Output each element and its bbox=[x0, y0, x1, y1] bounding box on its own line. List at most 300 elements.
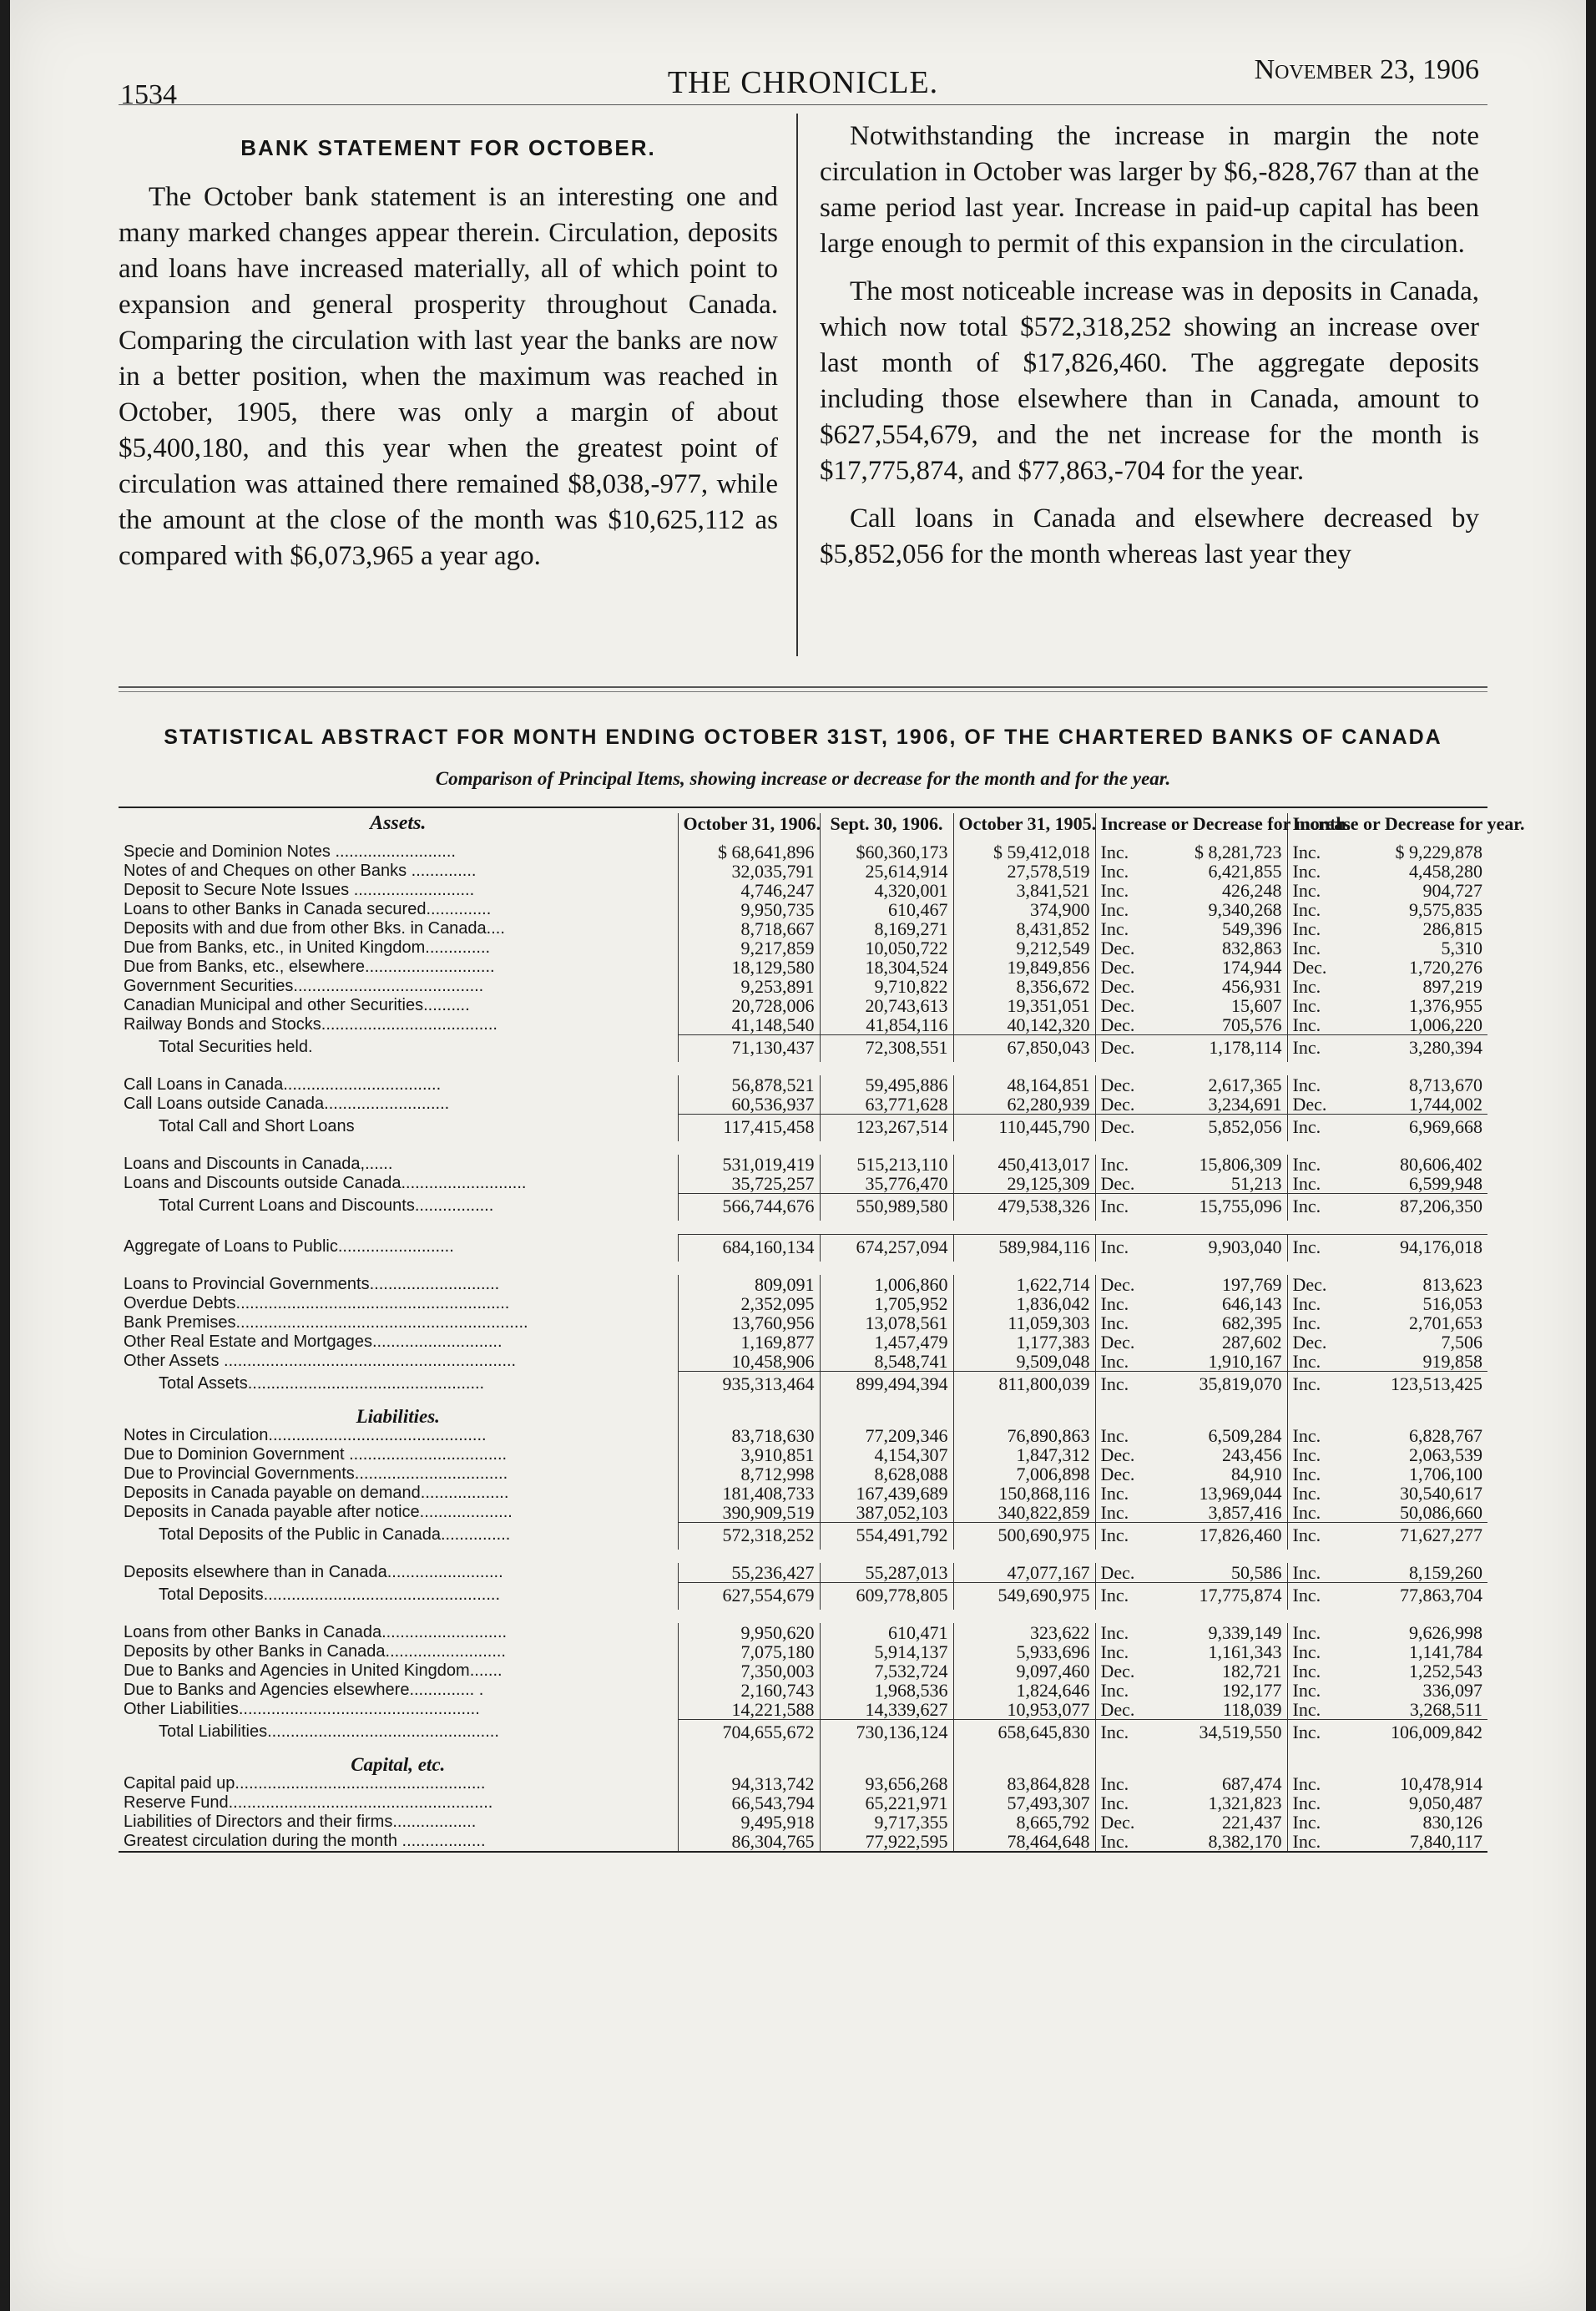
article-paragraph: The October bank statement is an interesting one and many marked changes appear therein. Circulation, deposits and loans have increased materially, all of which point to expansion and general prosperity throughout Canada. Comparing the circulation with last year the banks are now in a better position, when the maximum was reached in October, 1905, there was only a margin of about $5,400,180, and this year when the greatest point of circulation was attained there remained $8,038,-977, while the amount at the close of the month was $10,625,112 as compared with $6,073,965 a year ago. bbox=[119, 182, 778, 571]
year-change-amount: 904,727 bbox=[1422, 880, 1482, 901]
value-oct-1905: 1,836,042 bbox=[953, 1294, 1095, 1313]
row-label: Aggregate of Loans to Public......................... bbox=[124, 1236, 454, 1256]
month-change-direction: Dec. bbox=[1100, 1562, 1135, 1583]
row-label: Total Call and Short Loans bbox=[159, 1116, 355, 1135]
header-sep-1906: Sept. 30, 1906. bbox=[820, 813, 953, 842]
month-change-cell bbox=[1095, 1313, 1287, 1332]
row-label: Total Liabilities.................................................. bbox=[159, 1722, 499, 1741]
year-change-amount: 106,009,842 bbox=[1391, 1722, 1482, 1742]
table-row bbox=[119, 996, 1487, 1015]
value-oct-1906: 2,352,095 bbox=[678, 1294, 820, 1313]
value-oct-1905: 658,645,830 bbox=[953, 1720, 1095, 1747]
month-change-direction: Dec. bbox=[1100, 1116, 1135, 1137]
value-oct-1905: 1,177,383 bbox=[953, 1332, 1095, 1352]
value-sep-1906: 4,154,307 bbox=[820, 1445, 953, 1464]
month-change-amount: 1,321,823 bbox=[1208, 1793, 1282, 1813]
table-row bbox=[119, 881, 1487, 900]
year-change-direction: Inc. bbox=[1292, 1037, 1321, 1058]
month-change-cell bbox=[1095, 1332, 1287, 1352]
value-oct-1906: $ 68,641,896 bbox=[678, 842, 820, 862]
month-change-cell bbox=[1095, 1426, 1287, 1445]
empty-cell bbox=[1287, 1398, 1487, 1426]
month-change-amount: 174,944 bbox=[1222, 957, 1282, 978]
month-change-cell bbox=[1095, 1681, 1287, 1700]
year-change-direction: Inc. bbox=[1292, 1373, 1321, 1394]
year-change-cell bbox=[1287, 1661, 1487, 1681]
month-change-direction: Dec. bbox=[1100, 1332, 1135, 1353]
month-change-direction: Inc. bbox=[1100, 1425, 1129, 1446]
value-oct-1905: 62,280,939 bbox=[953, 1095, 1095, 1115]
month-change-cell bbox=[1095, 996, 1287, 1015]
year-change-cell bbox=[1287, 1793, 1487, 1813]
year-change-cell bbox=[1287, 1523, 1487, 1550]
row-label: Bank Premises............................................................... bbox=[124, 1313, 528, 1332]
table-row bbox=[119, 1661, 1487, 1681]
value-oct-1905: 3,841,521 bbox=[953, 881, 1095, 900]
value-oct-1905: 9,097,460 bbox=[953, 1661, 1095, 1681]
month-change-cell bbox=[1095, 1464, 1287, 1484]
abstract-subtitle: Comparison of Principal Items, showing increase or decrease for the month and for the year. bbox=[435, 768, 1171, 789]
value-sep-1906: 77,922,595 bbox=[820, 1832, 953, 1852]
table-row bbox=[119, 1700, 1487, 1720]
year-change-direction: Inc. bbox=[1292, 1425, 1321, 1446]
year-change-amount: 1,720,276 bbox=[1409, 957, 1482, 978]
value-oct-1906: 14,221,588 bbox=[678, 1700, 820, 1720]
year-change-amount: 4,458,280 bbox=[1409, 861, 1482, 882]
month-change-direction: Dec. bbox=[1100, 1464, 1135, 1484]
value-oct-1905: 83,864,828 bbox=[953, 1774, 1095, 1793]
year-change-cell bbox=[1287, 996, 1487, 1015]
month-change-amount: 6,509,284 bbox=[1208, 1425, 1282, 1446]
value-oct-1906: 18,129,580 bbox=[678, 958, 820, 977]
year-change-direction: Dec. bbox=[1292, 1332, 1327, 1353]
year-change-direction: Inc. bbox=[1292, 1464, 1321, 1484]
month-change-direction: Dec. bbox=[1100, 1661, 1135, 1681]
month-change-direction: Dec. bbox=[1100, 1444, 1135, 1465]
value-sep-1906: 8,628,088 bbox=[820, 1464, 953, 1484]
year-change-amount: 919,858 bbox=[1422, 1351, 1482, 1372]
value-oct-1905: 40,142,320 bbox=[953, 1015, 1095, 1035]
table-row bbox=[119, 938, 1487, 958]
year-change-amount: 8,159,260 bbox=[1409, 1562, 1482, 1583]
year-change-cell bbox=[1287, 1275, 1487, 1294]
table-row bbox=[119, 1642, 1487, 1661]
value-sep-1906: 554,491,792 bbox=[820, 1523, 953, 1550]
table-row bbox=[119, 1075, 1487, 1095]
value-oct-1906: 2,160,743 bbox=[678, 1681, 820, 1700]
spacer-row bbox=[119, 1550, 1487, 1563]
year-change-amount: 7,506 bbox=[1441, 1332, 1482, 1353]
value-oct-1906: 7,350,003 bbox=[678, 1661, 820, 1681]
year-change-cell bbox=[1287, 1774, 1487, 1793]
year-change-direction: Inc. bbox=[1292, 1812, 1321, 1833]
year-change-cell bbox=[1287, 1174, 1487, 1194]
month-change-direction: Dec. bbox=[1100, 1094, 1135, 1115]
article-left-column bbox=[119, 114, 778, 574]
year-change-cell bbox=[1287, 1813, 1487, 1832]
month-change-direction: Inc. bbox=[1100, 880, 1129, 901]
table-row bbox=[119, 1194, 1487, 1221]
value-sep-1906: 387,052,103 bbox=[820, 1503, 953, 1523]
year-change-direction: Inc. bbox=[1292, 1293, 1321, 1314]
month-change-amount: 6,421,855 bbox=[1208, 861, 1282, 882]
year-change-cell bbox=[1287, 862, 1487, 881]
table-row bbox=[119, 1313, 1487, 1332]
header-oct-1906: October 31, 1906. bbox=[678, 813, 820, 842]
month-change-direction: Inc. bbox=[1100, 1793, 1129, 1813]
month-change-cell bbox=[1095, 1793, 1287, 1813]
table-body bbox=[119, 842, 1487, 1852]
value-oct-1905: 11,059,303 bbox=[953, 1313, 1095, 1332]
year-change-amount: 71,627,277 bbox=[1400, 1525, 1482, 1545]
month-change-cell bbox=[1095, 1155, 1287, 1174]
value-oct-1906: 684,160,134 bbox=[678, 1235, 820, 1262]
table-row bbox=[119, 977, 1487, 996]
value-oct-1905: 549,690,975 bbox=[953, 1583, 1095, 1611]
table-header-row bbox=[119, 813, 1487, 842]
row-label: Deposits with and due from other Bks. in Canada.... bbox=[124, 919, 505, 938]
year-change-cell bbox=[1287, 1503, 1487, 1523]
year-change-amount: 7,840,117 bbox=[1409, 1831, 1482, 1852]
value-sep-1906: 674,257,094 bbox=[820, 1235, 953, 1262]
row-label: Deposit to Secure Note Issues .......................... bbox=[124, 881, 475, 899]
value-oct-1906: 117,415,458 bbox=[678, 1115, 820, 1142]
empty-cell bbox=[678, 1747, 820, 1774]
month-change-direction: Inc. bbox=[1100, 1351, 1129, 1372]
month-change-amount: 1,178,114 bbox=[1209, 1037, 1282, 1058]
row-label: Capital paid up...................................................... bbox=[124, 1774, 486, 1793]
table-row bbox=[119, 1372, 1487, 1399]
year-change-cell bbox=[1287, 900, 1487, 919]
month-change-cell bbox=[1095, 1623, 1287, 1642]
value-oct-1906: 8,712,998 bbox=[678, 1464, 820, 1484]
month-change-direction: Dec. bbox=[1100, 976, 1135, 997]
value-oct-1905: 76,890,863 bbox=[953, 1426, 1095, 1445]
table-row bbox=[119, 1095, 1487, 1115]
value-oct-1906: 3,910,851 bbox=[678, 1445, 820, 1464]
year-change-amount: 6,599,948 bbox=[1409, 1173, 1482, 1194]
month-change-cell bbox=[1095, 1642, 1287, 1661]
value-sep-1906: 5,914,137 bbox=[820, 1642, 953, 1661]
year-change-direction: Inc. bbox=[1292, 918, 1321, 939]
value-sep-1906: 610,471 bbox=[820, 1623, 953, 1642]
month-change-amount: 8,382,170 bbox=[1208, 1831, 1282, 1852]
value-sep-1906: 7,532,724 bbox=[820, 1661, 953, 1681]
value-oct-1905: 67,850,043 bbox=[953, 1035, 1095, 1063]
value-oct-1905: 78,464,648 bbox=[953, 1832, 1095, 1852]
row-label: Notes in Circulation............................................... bbox=[124, 1426, 487, 1444]
article-paragraph: Call loans in Canada and elsewhere decreased by $5,852,056 for the month whereas last year they bbox=[820, 503, 1479, 569]
row-label: Canadian Municipal and other Securities.......... bbox=[124, 996, 470, 1014]
table-row bbox=[119, 1793, 1487, 1813]
value-oct-1906: 4,746,247 bbox=[678, 881, 820, 900]
table-row bbox=[119, 1426, 1487, 1445]
section-title: Capital, etc. bbox=[351, 1754, 446, 1775]
page-number: 1534 bbox=[120, 79, 177, 110]
year-change-cell bbox=[1287, 938, 1487, 958]
month-change-amount: 646,143 bbox=[1222, 1293, 1282, 1314]
year-change-amount: 9,626,998 bbox=[1409, 1622, 1482, 1643]
month-change-amount: 5,852,056 bbox=[1208, 1116, 1282, 1137]
row-label: Due from Banks, etc., elsewhere............................ bbox=[124, 958, 495, 976]
row-label: Due to Dominion Government .................................. bbox=[124, 1445, 508, 1464]
table-row bbox=[119, 1583, 1487, 1611]
year-change-direction: Inc. bbox=[1292, 1444, 1321, 1465]
value-oct-1906: 9,217,859 bbox=[678, 938, 820, 958]
value-sep-1906: 13,078,561 bbox=[820, 1313, 953, 1332]
value-oct-1905: 110,445,790 bbox=[953, 1115, 1095, 1142]
value-oct-1906: 20,728,006 bbox=[678, 996, 820, 1015]
row-label: Total Deposits................................................... bbox=[159, 1585, 501, 1604]
month-change-cell bbox=[1095, 1661, 1287, 1681]
year-change-amount: 286,815 bbox=[1422, 918, 1482, 939]
month-change-amount: 35,819,070 bbox=[1199, 1373, 1282, 1394]
year-change-cell bbox=[1287, 977, 1487, 996]
table-row bbox=[119, 1623, 1487, 1642]
year-change-direction: Inc. bbox=[1292, 1154, 1321, 1175]
table-row bbox=[119, 958, 1487, 977]
month-change-direction: Inc. bbox=[1100, 1722, 1129, 1742]
value-sep-1906: 609,778,805 bbox=[820, 1583, 953, 1611]
value-sep-1906: 55,287,013 bbox=[820, 1563, 953, 1583]
month-change-amount: 682,395 bbox=[1222, 1312, 1282, 1333]
year-change-amount: 94,176,018 bbox=[1400, 1236, 1482, 1257]
year-change-cell bbox=[1287, 1642, 1487, 1661]
table-row bbox=[119, 1813, 1487, 1832]
row-label: Deposits by other Banks in Canada.......................... bbox=[124, 1642, 506, 1661]
month-change-amount: 3,857,416 bbox=[1208, 1502, 1282, 1523]
month-change-cell bbox=[1095, 1294, 1287, 1313]
month-change-cell bbox=[1095, 1035, 1287, 1063]
spacer-row bbox=[119, 1141, 1487, 1155]
year-change-direction: Inc. bbox=[1292, 861, 1321, 882]
year-change-amount: 1,744,002 bbox=[1409, 1094, 1482, 1115]
empty-cell bbox=[953, 1398, 1095, 1426]
year-change-direction: Inc. bbox=[1292, 1585, 1321, 1606]
spacer-row bbox=[119, 1062, 1487, 1075]
month-change-direction: Inc. bbox=[1100, 1483, 1129, 1504]
value-sep-1906: 14,339,627 bbox=[820, 1700, 953, 1720]
table-row bbox=[119, 1832, 1487, 1852]
month-change-direction: Dec. bbox=[1100, 995, 1135, 1016]
spacer-row bbox=[119, 1610, 1487, 1623]
month-change-cell bbox=[1095, 1352, 1287, 1372]
table-row bbox=[119, 1563, 1487, 1583]
month-change-cell bbox=[1095, 1523, 1287, 1550]
row-label: Call Loans outside Canada........................... bbox=[124, 1095, 450, 1114]
month-change-cell bbox=[1095, 1774, 1287, 1793]
value-sep-1906: 730,136,124 bbox=[820, 1720, 953, 1747]
value-oct-1905: $ 59,412,018 bbox=[953, 842, 1095, 862]
value-oct-1905: 811,800,039 bbox=[953, 1372, 1095, 1399]
year-change-amount: 3,280,394 bbox=[1409, 1037, 1482, 1058]
value-oct-1905: 8,431,852 bbox=[953, 919, 1095, 938]
year-change-amount: 516,053 bbox=[1422, 1293, 1482, 1314]
year-change-cell bbox=[1287, 1155, 1487, 1174]
value-oct-1906: 35,725,257 bbox=[678, 1174, 820, 1194]
value-oct-1906: 10,458,906 bbox=[678, 1352, 820, 1372]
month-change-direction: Inc. bbox=[1100, 1293, 1129, 1314]
month-change-direction: Inc. bbox=[1100, 861, 1129, 882]
value-sep-1906: 59,495,886 bbox=[820, 1075, 953, 1095]
value-sep-1906: 1,705,952 bbox=[820, 1294, 953, 1313]
year-change-cell bbox=[1287, 958, 1487, 977]
table-row bbox=[119, 1464, 1487, 1484]
row-label: Due to Banks and Agencies in United Kingdom....... bbox=[124, 1661, 503, 1680]
year-change-amount: 50,086,660 bbox=[1400, 1502, 1482, 1523]
month-change-cell bbox=[1095, 1115, 1287, 1142]
month-change-amount: 15,806,309 bbox=[1199, 1154, 1282, 1175]
month-change-cell bbox=[1095, 1583, 1287, 1611]
value-oct-1906: 572,318,252 bbox=[678, 1523, 820, 1550]
value-oct-1905: 1,622,714 bbox=[953, 1275, 1095, 1294]
value-sep-1906: $60,360,173 bbox=[820, 842, 953, 862]
year-change-cell bbox=[1287, 1372, 1487, 1399]
month-change-cell bbox=[1095, 1563, 1287, 1583]
row-label: Deposits in Canada payable after notice.................... bbox=[124, 1503, 513, 1522]
table-row bbox=[119, 1155, 1487, 1174]
value-oct-1906: 41,148,540 bbox=[678, 1015, 820, 1035]
value-sep-1906: 10,050,722 bbox=[820, 938, 953, 958]
value-oct-1905: 450,413,017 bbox=[953, 1155, 1095, 1174]
month-change-direction: Dec. bbox=[1100, 1075, 1135, 1095]
month-change-amount: 192,177 bbox=[1222, 1680, 1282, 1701]
value-oct-1905: 29,125,309 bbox=[953, 1174, 1095, 1194]
row-label: Loans to other Banks in Canada secured.............. bbox=[124, 900, 492, 918]
month-change-direction: Inc. bbox=[1100, 1373, 1129, 1394]
value-oct-1906: 71,130,437 bbox=[678, 1035, 820, 1063]
month-change-cell bbox=[1095, 1075, 1287, 1095]
month-change-cell bbox=[1095, 1720, 1287, 1747]
month-change-amount: 549,396 bbox=[1222, 918, 1282, 939]
table-row bbox=[119, 842, 1487, 862]
section-title: Liabilities. bbox=[356, 1406, 440, 1427]
value-sep-1906: 9,710,822 bbox=[820, 977, 953, 996]
month-change-direction: Dec. bbox=[1100, 1037, 1135, 1058]
row-label: Total Securities held. bbox=[159, 1037, 313, 1056]
value-oct-1905: 323,622 bbox=[953, 1623, 1095, 1642]
value-oct-1906: 32,035,791 bbox=[678, 862, 820, 881]
year-change-direction: Inc. bbox=[1292, 1773, 1321, 1794]
year-change-cell bbox=[1287, 1464, 1487, 1484]
value-oct-1905: 9,509,048 bbox=[953, 1352, 1095, 1372]
year-change-cell bbox=[1287, 881, 1487, 900]
value-oct-1906: 9,950,735 bbox=[678, 900, 820, 919]
year-change-cell bbox=[1287, 1332, 1487, 1352]
month-change-direction: Inc. bbox=[1100, 1154, 1129, 1175]
value-sep-1906: 41,854,116 bbox=[820, 1015, 953, 1035]
month-change-amount: 13,969,044 bbox=[1199, 1483, 1282, 1504]
year-change-cell bbox=[1287, 1445, 1487, 1464]
year-change-cell bbox=[1287, 1352, 1487, 1372]
year-change-direction: Inc. bbox=[1292, 1351, 1321, 1372]
value-sep-1906: 8,548,741 bbox=[820, 1352, 953, 1372]
year-change-direction: Inc. bbox=[1292, 938, 1321, 958]
row-label: Loans from other Banks in Canada........................... bbox=[124, 1623, 508, 1641]
row-label: Government Securities......................................... bbox=[124, 977, 484, 995]
month-change-amount: 3,234,691 bbox=[1208, 1094, 1282, 1115]
month-change-direction: Inc. bbox=[1100, 842, 1129, 862]
table-row bbox=[119, 862, 1487, 881]
value-sep-1906: 1,006,860 bbox=[820, 1275, 953, 1294]
year-change-amount: 1,006,220 bbox=[1409, 1014, 1482, 1035]
row-label: Overdue Debts........................................................... bbox=[124, 1294, 510, 1312]
month-change-amount: 9,339,149 bbox=[1208, 1622, 1282, 1643]
year-change-direction: Inc. bbox=[1292, 899, 1321, 920]
year-change-direction: Inc. bbox=[1292, 1793, 1321, 1813]
year-change-amount: 10,478,914 bbox=[1400, 1773, 1482, 1794]
year-change-cell bbox=[1287, 1194, 1487, 1221]
year-change-amount: 77,863,704 bbox=[1400, 1585, 1482, 1606]
header-year-change: Increase or Decrease for year. bbox=[1287, 813, 1487, 842]
year-change-direction: Inc. bbox=[1292, 1236, 1321, 1257]
year-change-direction: Inc. bbox=[1292, 1116, 1321, 1137]
month-change-amount: $ 8,281,723 bbox=[1194, 842, 1282, 862]
value-oct-1905: 479,538,326 bbox=[953, 1194, 1095, 1221]
month-change-cell bbox=[1095, 842, 1287, 862]
row-label: Total Deposits of the Public in Canada............... bbox=[159, 1525, 511, 1544]
table-row bbox=[119, 1484, 1487, 1503]
year-change-cell bbox=[1287, 1294, 1487, 1313]
value-sep-1906: 77,209,346 bbox=[820, 1426, 953, 1445]
year-change-direction: Inc. bbox=[1292, 976, 1321, 997]
table-row bbox=[119, 1503, 1487, 1523]
table-row bbox=[119, 1445, 1487, 1464]
month-change-direction: Inc. bbox=[1100, 1680, 1129, 1701]
month-change-direction: Inc. bbox=[1100, 1196, 1129, 1216]
value-oct-1906: 55,236,427 bbox=[678, 1563, 820, 1583]
month-change-cell bbox=[1095, 977, 1287, 996]
row-label: Due to Banks and Agencies elsewhere.............. . bbox=[124, 1681, 484, 1699]
table-row bbox=[119, 1332, 1487, 1352]
month-change-cell bbox=[1095, 1275, 1287, 1294]
year-change-amount: 6,828,767 bbox=[1409, 1425, 1482, 1446]
value-sep-1906: 550,989,580 bbox=[820, 1194, 953, 1221]
empty-cell bbox=[1287, 1747, 1487, 1774]
month-change-cell bbox=[1095, 1194, 1287, 1221]
year-change-amount: 123,513,425 bbox=[1391, 1373, 1482, 1394]
year-change-amount: 8,713,670 bbox=[1409, 1075, 1482, 1095]
issue-date: November 23, 1906 bbox=[1254, 54, 1479, 85]
year-change-amount: 5,310 bbox=[1441, 938, 1482, 958]
month-change-cell bbox=[1095, 900, 1287, 919]
month-change-cell bbox=[1095, 1700, 1287, 1720]
table-row bbox=[119, 900, 1487, 919]
value-oct-1905: 500,690,975 bbox=[953, 1523, 1095, 1550]
value-sep-1906: 65,221,971 bbox=[820, 1793, 953, 1813]
year-change-direction: Inc. bbox=[1292, 1680, 1321, 1701]
value-oct-1906: 66,543,794 bbox=[678, 1793, 820, 1813]
article-heading: BANK STATEMENT FOR OCTOBER. bbox=[240, 135, 656, 160]
month-change-direction: Inc. bbox=[1100, 1622, 1129, 1643]
value-oct-1906: 60,536,937 bbox=[678, 1095, 820, 1115]
year-change-amount: 3,268,511 bbox=[1409, 1699, 1482, 1720]
year-change-amount: 2,063,539 bbox=[1409, 1444, 1482, 1465]
value-oct-1905: 19,351,051 bbox=[953, 996, 1095, 1015]
year-change-direction: Inc. bbox=[1292, 1661, 1321, 1681]
row-label: Total Current Loans and Discounts................. bbox=[159, 1196, 494, 1215]
value-oct-1905: 9,212,549 bbox=[953, 938, 1095, 958]
month-change-amount: 197,769 bbox=[1222, 1274, 1282, 1295]
value-oct-1905: 57,493,307 bbox=[953, 1793, 1095, 1813]
month-change-direction: Dec. bbox=[1100, 1274, 1135, 1295]
month-change-direction: Inc. bbox=[1100, 1236, 1129, 1257]
month-change-direction: Inc. bbox=[1100, 918, 1129, 939]
value-oct-1905: 340,822,859 bbox=[953, 1503, 1095, 1523]
year-change-direction: Inc. bbox=[1292, 1831, 1321, 1852]
value-sep-1906: 515,213,110 bbox=[820, 1155, 953, 1174]
month-change-cell bbox=[1095, 862, 1287, 881]
